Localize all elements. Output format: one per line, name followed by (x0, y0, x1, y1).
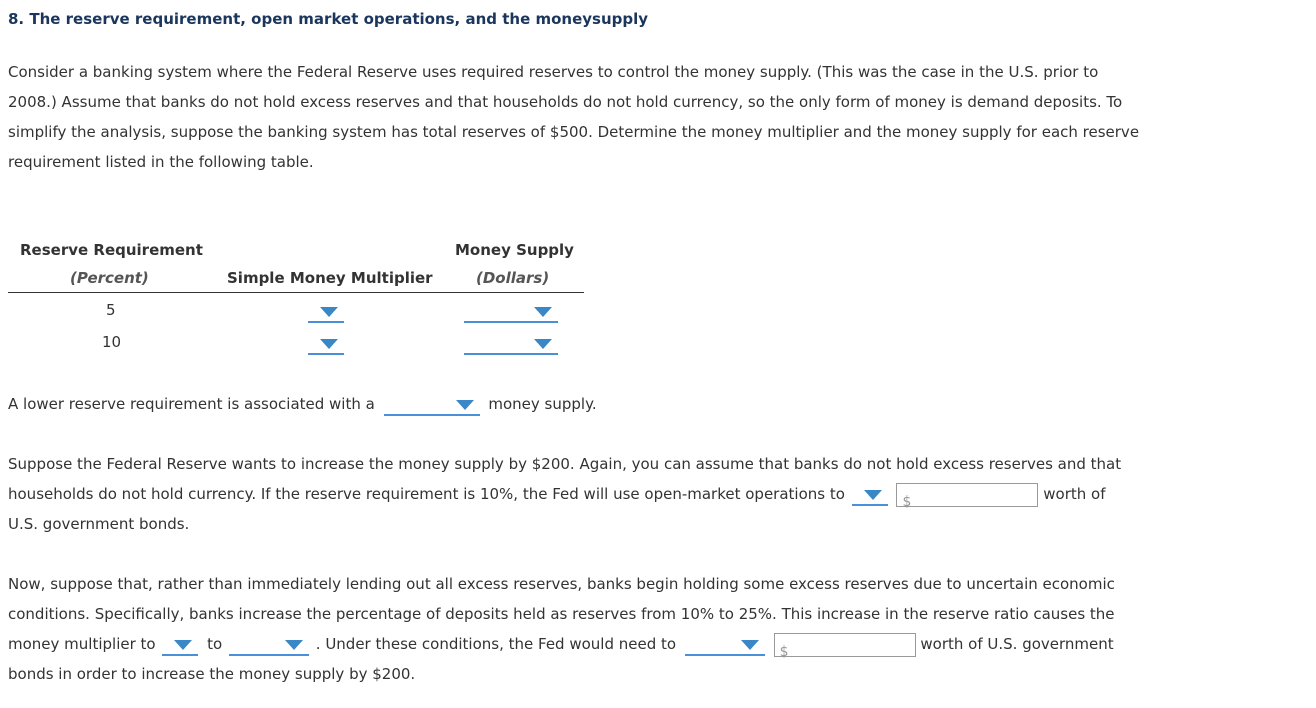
q2-text-after: money supply. (488, 395, 597, 413)
q3-amount-field[interactable] (896, 483, 1038, 510)
intro-line-1: Consider a banking system where the Federal Reserve uses required reserves to control the money supply. (This was the case in the U.S. prior to (8, 63, 1099, 81)
q3-action-dropdown[interactable] (852, 484, 888, 506)
q3-line-1: Suppose the Federal Reserve wants to increase the money supply by $200. Again, you can assume that banks do not hold excess reserves and that (8, 455, 1122, 473)
q3-line-2 (8, 479, 1121, 509)
intro-line-3: simplify the analysis, suppose the banking system has total reserves of $500. Determine the money multiplier and the money supply for each reserve (8, 123, 1140, 141)
col-money-supply-header: Money Supply (455, 241, 574, 259)
q2-line (8, 389, 597, 419)
col-reserve-header: Reserve Requirement (20, 241, 203, 259)
dollar-sign: $ (779, 643, 789, 660)
intro-line-4: requirement listed in the following table. (8, 153, 314, 171)
intro-line-2: 2008.) Assume that banks do not hold excess reserves and that households do not hold currency, so the only form of money is demand deposits. To (8, 93, 1123, 111)
q3-line-2-after: worth of (1043, 485, 1106, 503)
q4-amount-field[interactable] (774, 633, 916, 660)
q4-line-3 (8, 629, 1115, 659)
chevron-down-icon (174, 640, 192, 650)
table-header-rule (8, 292, 584, 293)
row-10-multiplier-dropdown[interactable] (308, 333, 344, 355)
col-reserve-subheader: (Percent) (70, 269, 149, 287)
q4-text-d: worth of U.S. government (920, 635, 1114, 653)
q4-multiplier-to-dropdown[interactable] (229, 634, 309, 656)
chevron-down-icon (741, 640, 759, 650)
chevron-down-icon (534, 339, 552, 349)
chevron-down-icon (285, 640, 303, 650)
q4-action-dropdown[interactable] (685, 634, 765, 656)
q3-paragraph (8, 449, 1121, 539)
question-title: 8. The reserve requirement, open market operations, and the moneysupply (8, 10, 649, 28)
chevron-down-icon (864, 490, 882, 500)
row-5-money-supply-dropdown[interactable] (464, 301, 558, 323)
q3-amount-input[interactable] (913, 484, 1037, 508)
row-10-reserve: 10 (102, 333, 122, 351)
q3-line-2-text: households do not hold currency. If the reserve requirement is 10%, the Fed will use open-market operations to (8, 485, 845, 503)
q4-paragraph (8, 569, 1115, 689)
q4-text-c: . Under these conditions, the Fed would need to (315, 635, 677, 653)
q4-line-1: Now, suppose that, rather than immediately lending out all excess reserves, banks begin holding some excess reserves due to uncertain economic (8, 575, 1115, 593)
row-10-money-supply-dropdown[interactable] (464, 333, 558, 355)
chevron-down-icon (320, 307, 338, 317)
col-money-supply-subheader: (Dollars) (476, 269, 550, 287)
q4-text-b: to (207, 635, 223, 653)
q4-text-a: money multiplier to (8, 635, 156, 653)
q4-line-2: conditions. Specifically, banks increase the percentage of deposits held as reserves from 10% to 25%. This increase in the reserve ratio causes the (8, 605, 1115, 623)
q3-line-3: U.S. government bonds. (8, 515, 190, 533)
q4-multiplier-from-dropdown[interactable] (162, 634, 198, 656)
row-5-multiplier-dropdown[interactable] (308, 301, 344, 323)
intro-paragraph (8, 57, 1139, 177)
dollar-sign: $ (902, 493, 912, 510)
q2-text-before: A lower reserve requirement is associated with a (8, 395, 375, 413)
chevron-down-icon (534, 307, 552, 317)
q2-direction-dropdown[interactable] (384, 394, 480, 416)
chevron-down-icon (320, 339, 338, 349)
chevron-down-icon (456, 400, 474, 410)
col-multiplier-header: Simple Money Multiplier (227, 269, 433, 287)
q4-amount-input[interactable] (791, 634, 915, 658)
q4-line-4: bonds in order to increase the money supply by $200. (8, 665, 416, 683)
row-5-reserve: 5 (106, 301, 116, 319)
